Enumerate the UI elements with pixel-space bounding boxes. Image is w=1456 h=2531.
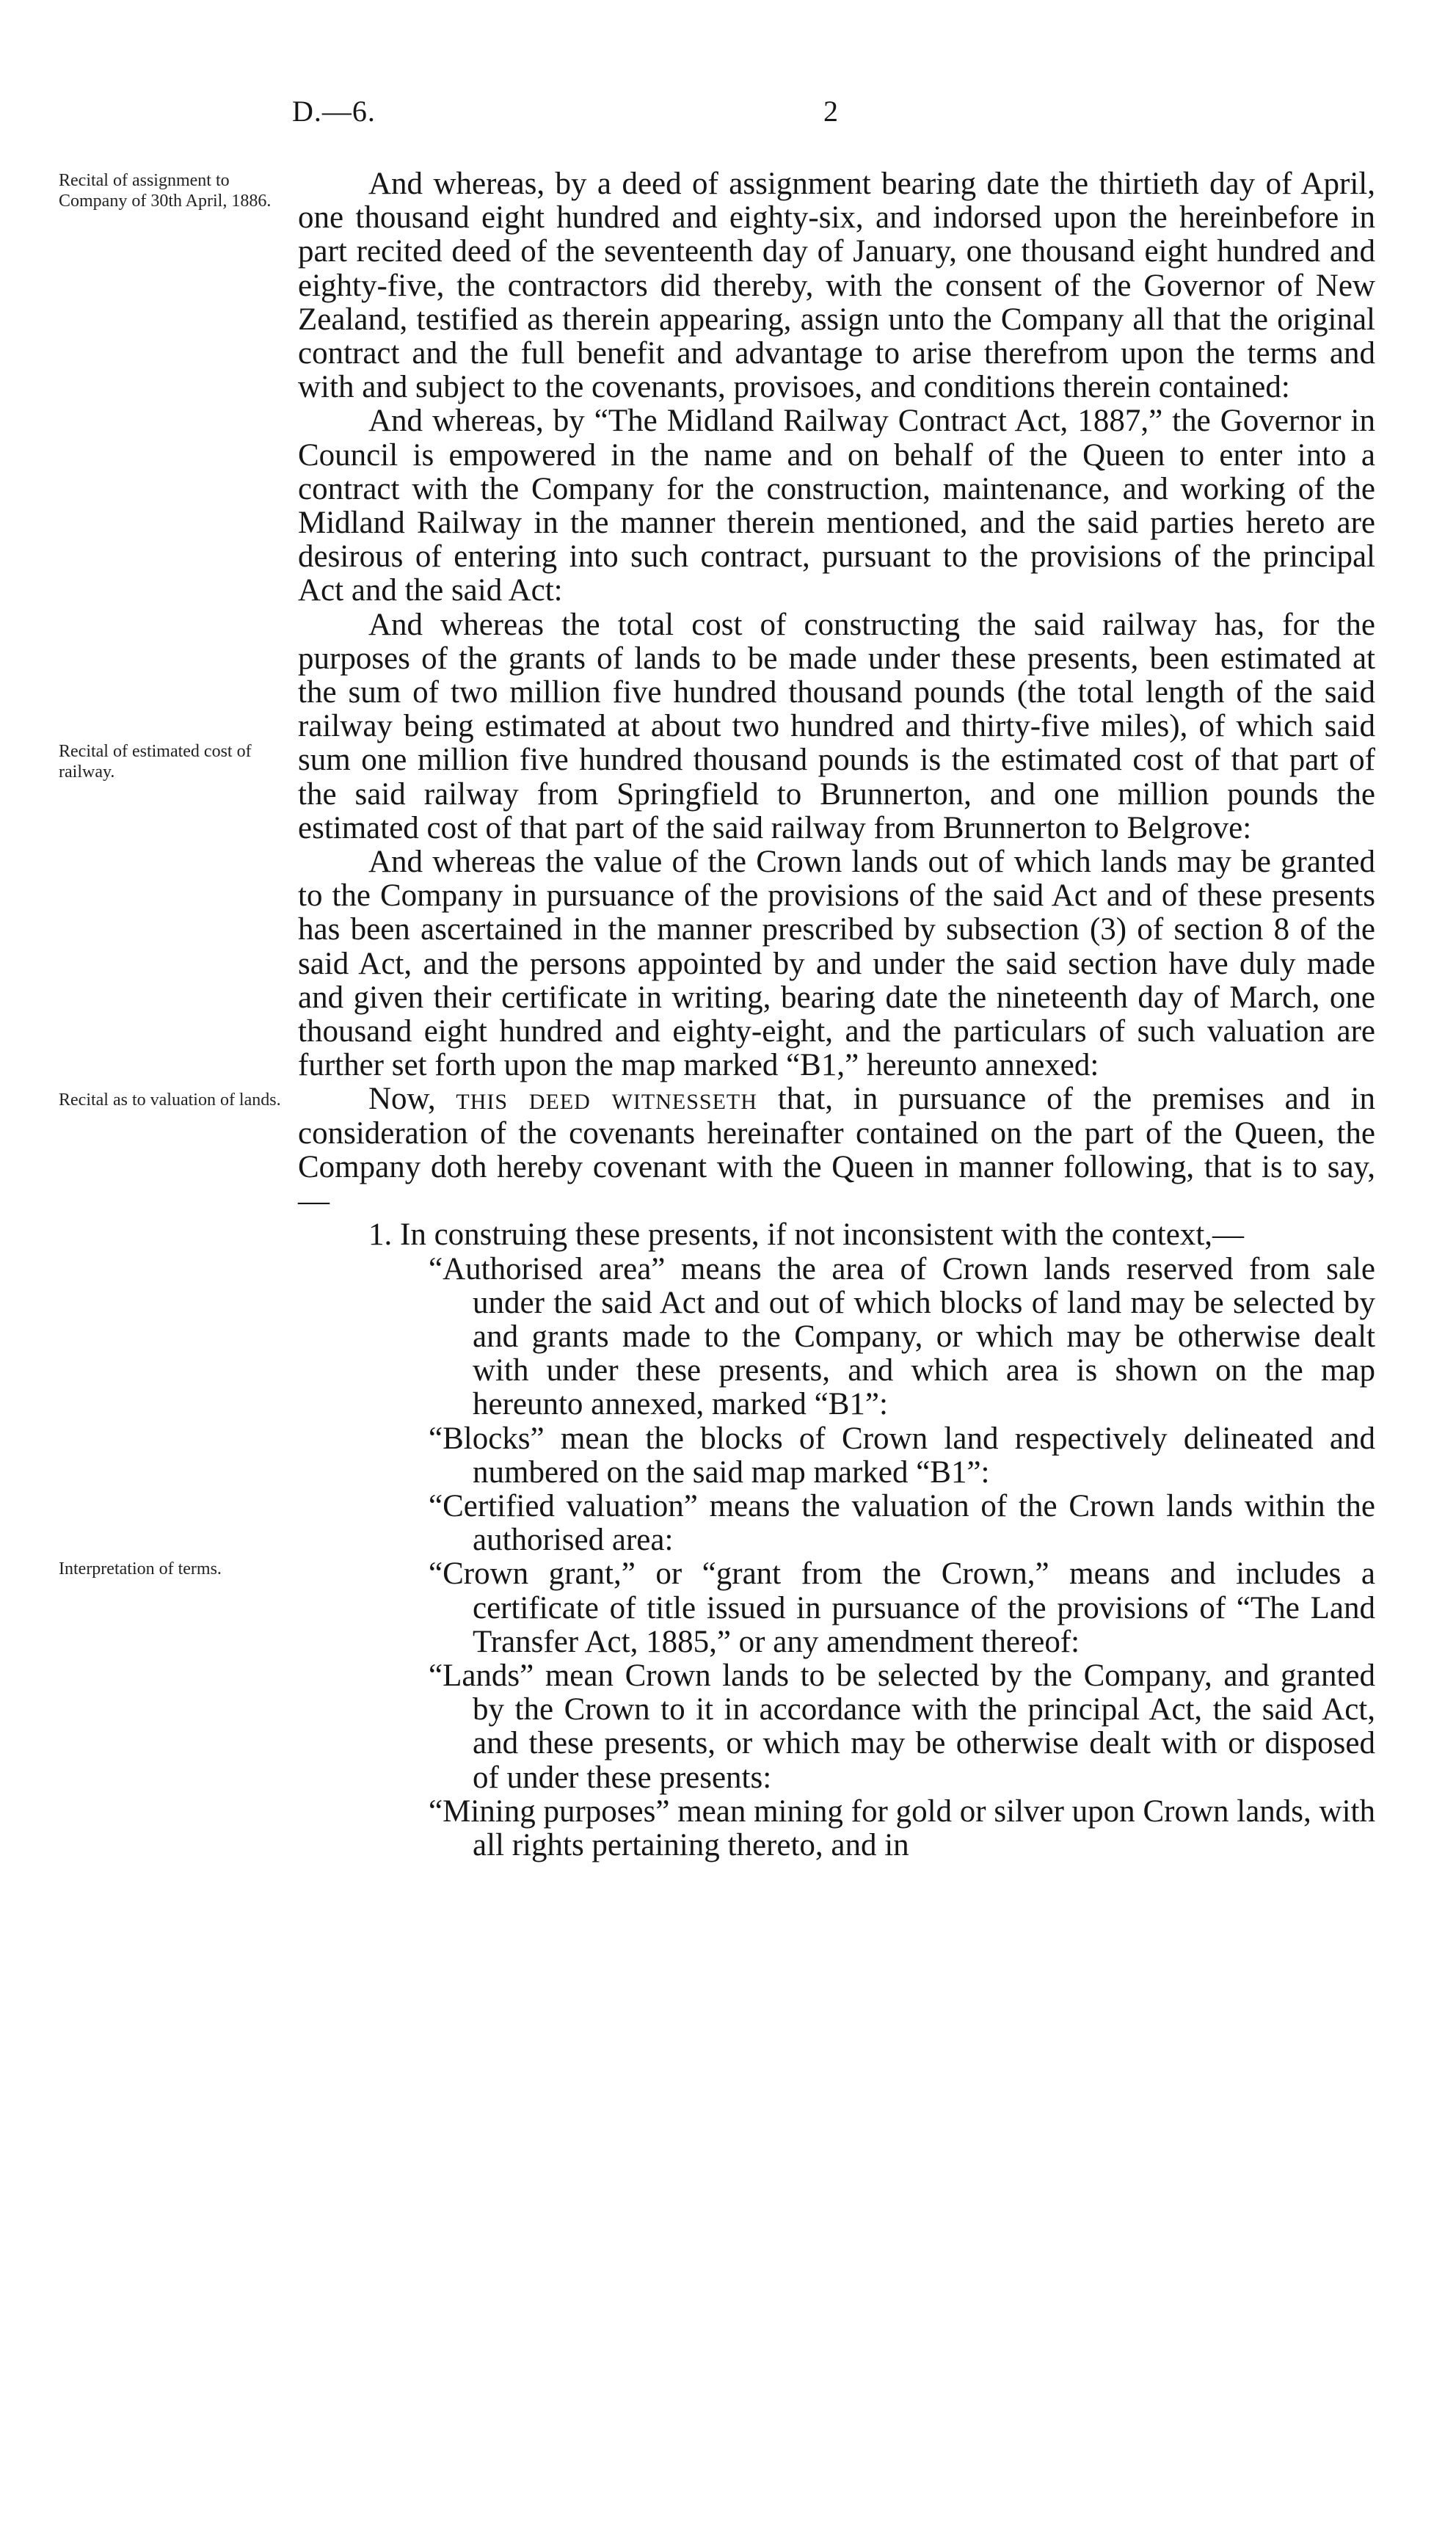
witnesseth-smallcaps: this deed witnesseth <box>456 1082 757 1117</box>
definition-blocks: “Blocks” mean the blocks of Crown land respectively delineated and numbered on the said map marked “B1”: <box>429 1421 1375 1490</box>
definition-certified-valuation: “Certified valuation” means the valuation of the Crown lands within the authorised area: <box>429 1488 1375 1558</box>
margin-note-assignment: Recital of assignment to Company of 30th April, 1886. <box>59 171 272 211</box>
paragraph-interpretation: 1. In construing these presents, if not inconsistent with the context,— <box>368 1217 1245 1253</box>
margin-note-interpretation: Interpretation of terms. <box>59 1559 222 1578</box>
definition-authorised-area: “Authorised area” means the area of Crown lands reserved from sale under the said Act and out of which blocks of land may be selected by and grants made to the Company, or which may be otherwise dealt with under these presents, and which area is shown on the map hereunto annexed, marked “B1”: <box>429 1251 1375 1422</box>
document-reference: D.—6. <box>292 95 376 128</box>
page-number: 2 <box>823 95 838 128</box>
witnesseth-lead: Now, <box>368 1082 436 1117</box>
definition-mining-purposes: “Mining purposes” mean mining for gold or silver upon Crown lands, with all rights pertaining thereto, and in <box>429 1793 1375 1862</box>
paragraph-witnesseth <box>298 1082 1375 1218</box>
deed-body <box>298 167 1375 1862</box>
margin-note-valuation: Recital as to valuation of lands. <box>59 1090 281 1110</box>
definition-lands: “Lands” mean Crown lands to be selected by the Company, and granted by the Crown to it in accordance with the principal Act, the said Act, and these presents, or which may be otherwise dealt with or disposed of under these presents: <box>429 1658 1375 1795</box>
witnesseth-rest: that, in pursuance of the premises and in consideration of the covenants hereinafter contained on the part of the Queen, the Company doth hereby covenant with the Queen in manner following, that is to say,— <box>298 1082 1375 1219</box>
paragraph-valuation: And whereas the value of the Crown lands out of which lands may be granted to the Company in pursuance of the provisions of the said Act and of these presents has been ascertained in the manner prescribed by subsection (3) of section 8 of the said Act, and the persons appointed by and under the said section have duly made and given their certificate in writing, bearing date the nineteenth day of March, one thousand eight hundred and eighty-eight, and the particulars of such valuation are further set forth upon the map marked “B1,” hereunto annexed: <box>298 845 1375 1083</box>
definition-crown-grant: “Crown grant,” or “grant from the Crown,” means and includes a certificate of title issued in pursuance of the provisions of “The Land Transfer Act, 1885,” or any amendment thereof: <box>429 1556 1375 1659</box>
margin-note-estimated-cost: Recital of estimated cost of railway. <box>59 742 252 782</box>
paragraph-estimated-cost: And whereas the total cost of constructing the said railway has, for the purposes of the grants of lands to be made under these presents, been estimated at the sum of two million five hundred thousand pounds (the total length of the said railway being estimated at about two hundred and thirty-five miles), of which said sum one million five hundred thousand pounds is the estimated cost of that part of the said railway from Springfield to Brunnerton, and one million pounds the estimated cost of that part of the said railway from Brunnerton to Belgrove: <box>298 607 1375 845</box>
paragraph-contract-act: And whereas, by “The Midland Railway Contract Act, 1887,” the Governor in Council is empowered in the name and on behalf of the Queen to enter into a contract with the Company for the construction, maintenance, and working of the Midland Railway in the manner therein mentioned, and the said parties hereto are desirous of entering into such contract, pursuant to the provisions of the principal Act and the said Act: <box>298 404 1375 608</box>
paragraph-assignment: And whereas, by a deed of assignment bearing date the thirtieth day of April, one thousand eight hundred and eighty-six, and indorsed upon the hereinbefore in part recited deed of the seventeenth day of January, one thousand eight hundred and eighty-five, the contractors did thereby, with the consent of the Governor of New Zealand, testified as therein appearing, assign unto the Company all that the original contract and the full benefit and advantage to arise therefrom upon the terms and with and subject to the covenants, provisoes, and conditions therein contained: <box>298 167 1375 405</box>
page-header <box>0 94 1456 138</box>
